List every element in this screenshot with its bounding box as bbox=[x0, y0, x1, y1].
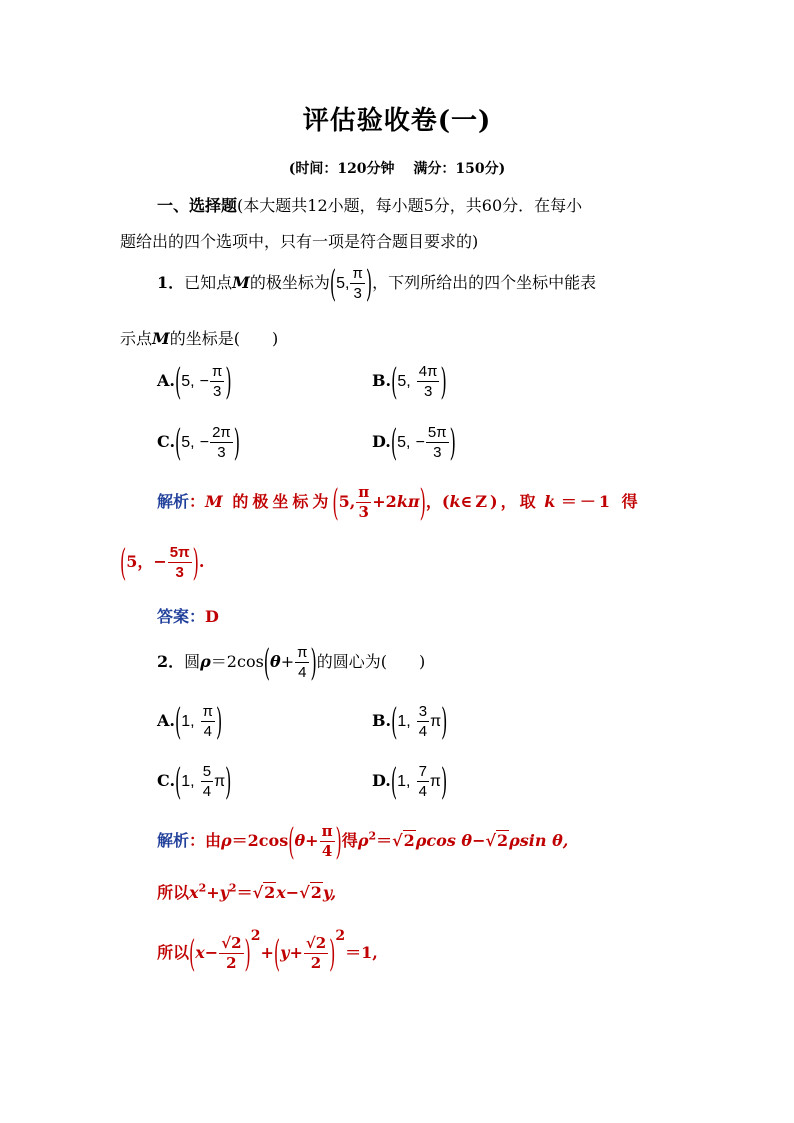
q1-point-r: 5, bbox=[336, 275, 350, 292]
exam-info: (时间：120分钟 满分：150分) bbox=[288, 161, 506, 177]
section-desc-line2: 题给出的四个选项中，只有一项是符合题目要求的) bbox=[120, 232, 479, 251]
q1-option-d: D.(5, − $\frac{5\pi}{3}$ ) bbox=[372, 420, 456, 465]
q2-stem: 2．圆ρ＝2cos(θ+ $\frac{\pi}{4}$ )的圆心为( ) bbox=[157, 640, 426, 685]
q1-option-c: C.(5, − $\frac{2\pi}{3}$ ) bbox=[157, 420, 241, 465]
section-desc-line1: (本大题共12小题，每小题5分，共60分．在每小 bbox=[237, 196, 583, 215]
q2-option-d: D.(1, $\frac{7}{4}$ π) bbox=[372, 759, 448, 804]
q1-stem-line1: 1．已知点M的极坐标为(5, $\frac{\pi}{3}$ )，下列所给出的四个坐标中能表 bbox=[157, 261, 597, 306]
q1-option-b: B.(5, $\frac{4\pi}{3}$ ) bbox=[372, 359, 447, 404]
q2-analysis-line1: 解析：由ρ＝2cos(θ+ $\frac{\pi}{4}$ )得$\rho^2=√2\rho\cos$ θ−√2ρsin θ, bbox=[157, 819, 569, 864]
q2-number: 2． bbox=[157, 652, 185, 671]
q1-analysis-line2: (5，− $\frac{5\pi}{3}$ ). bbox=[120, 540, 205, 585]
answer-value: D bbox=[205, 607, 219, 626]
q2-analysis-line3: 所以(x− $\frac{√2}{2}$ )2+(y+ $\frac{√2}{2}$ )2＝1, bbox=[157, 928, 378, 976]
q1-text: ，下列所给出的四个坐标中能表 bbox=[372, 273, 597, 292]
q1-text: 的极坐标为 bbox=[249, 273, 330, 292]
q1-answer: 答案：D bbox=[157, 607, 219, 626]
page-title: 评估验收卷(一) bbox=[302, 106, 492, 136]
q2-option-a: A.(1, $\frac{\pi}{4}$ ) bbox=[157, 699, 223, 744]
answer-label: 答案 bbox=[157, 607, 190, 626]
q1-number: 1． bbox=[157, 273, 185, 292]
q1-text: 已知点 bbox=[184, 273, 233, 292]
q1-analysis-line1: 解析：M 的极坐标为(5, $\frac{\pi}{3}$ +2kπ)，(k∈Z)，取 k ＝－1 得 bbox=[157, 480, 641, 525]
q1-point-angle: $\frac{\pi}{3}$ bbox=[352, 265, 363, 302]
q2-analysis-line2: 所以$x^2+y^2=√2x-√2y$, bbox=[157, 881, 337, 902]
q2-option-b: B.(1, $\frac{3}{4}$ π) bbox=[372, 699, 448, 744]
analysis-label: 解析 bbox=[157, 831, 190, 850]
section-heading bbox=[157, 193, 582, 216]
q2-option-c: C.(1, $\frac{5}{4}$ π) bbox=[157, 759, 232, 804]
q1-var-M: M bbox=[232, 273, 250, 292]
q1-option-a: A.(5, − $\frac{\pi}{3}$ ) bbox=[157, 359, 232, 404]
section-title: 一、选择题 bbox=[157, 196, 238, 215]
q1-stem-line2: 示点M的坐标是( ) bbox=[120, 329, 279, 348]
analysis-label: 解析 bbox=[157, 492, 190, 511]
